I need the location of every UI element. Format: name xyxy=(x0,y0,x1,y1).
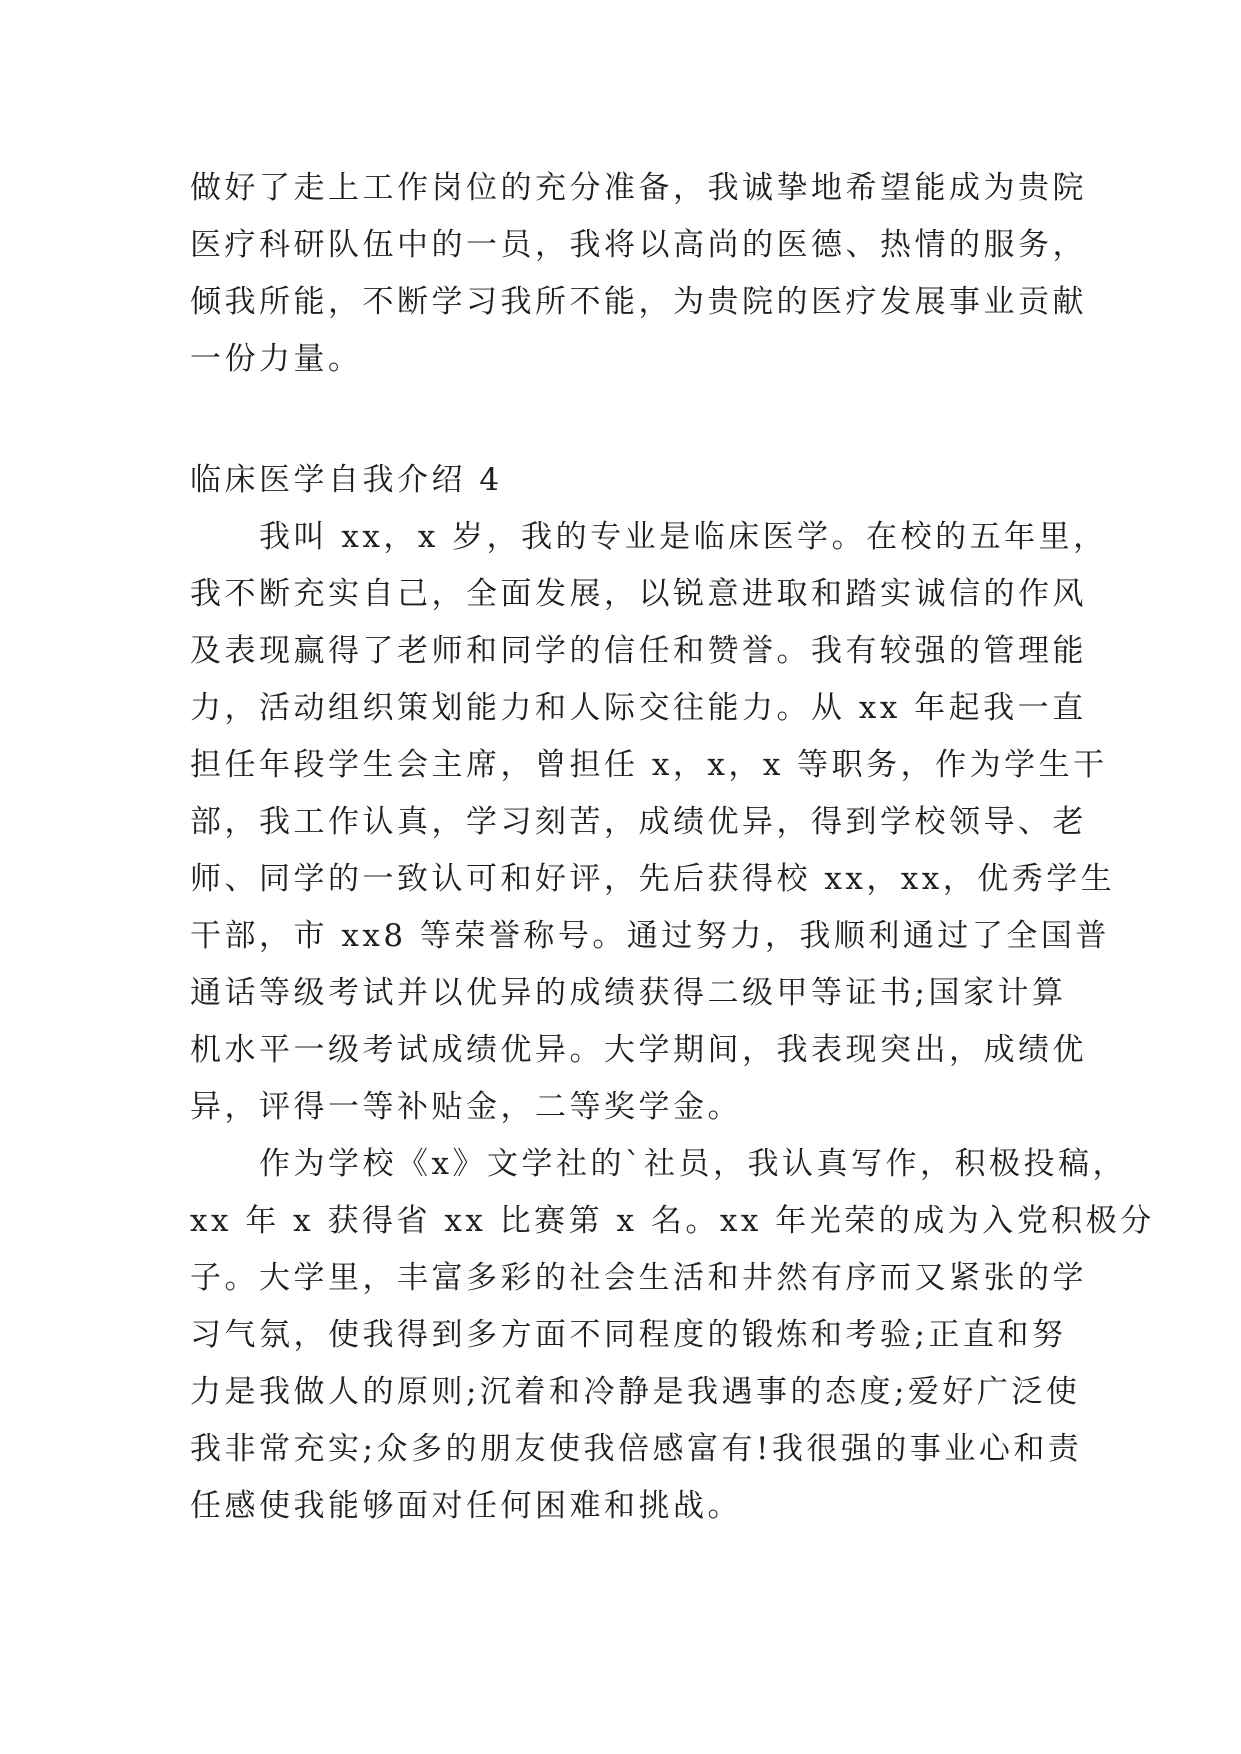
text-line: 通话等级考试并以优异的成绩获得二级甲等证书;国家计算 xyxy=(190,975,1067,1011)
text-line: 力是我做人的原则;沉着和冷静是我遇事的态度;爱好广泛使 xyxy=(190,1374,1081,1410)
intro-paragraph xyxy=(190,160,1087,388)
document-body xyxy=(190,160,1155,1535)
text-line: 师、同学的一致认可和好评，先后获得校 xx，xx，优秀学生 xyxy=(190,861,1116,897)
paragraph-1 xyxy=(190,509,1116,1136)
text-line: 作为学校《x》文学社的`社员，我认真写作，积极投稿， xyxy=(190,1146,1127,1182)
text-line: 倾我所能，不断学习我所不能，为贵院的医疗发展事业贡献 xyxy=(190,284,1087,320)
text-line: 我非常充实;众多的朋友使我倍感富有!我很强的事业心和责 xyxy=(190,1431,1083,1467)
text-line: 及表现赢得了老师和同学的信任和赞誉。我有较强的管理能 xyxy=(190,633,1087,669)
text-line: 一份力量。 xyxy=(190,341,363,377)
text-line: 担任年段学生会主席，曾担任 x，x，x 等职务，作为学生干 xyxy=(190,747,1108,783)
text-line: 我叫 xx，x 岁，我的专业是临床医学。在校的五年里， xyxy=(190,519,1108,555)
text-line: 任感使我能够面对任何困难和挑战。 xyxy=(190,1488,742,1524)
text-line: 做好了走上工作岗位的充分准备，我诚挚地希望能成为贵院 xyxy=(190,170,1087,206)
paragraph-2 xyxy=(190,1136,1155,1535)
section-title: 临床医学自我介绍 4 xyxy=(190,462,503,498)
text-line: 异，评得一等补贴金，二等奖学金。 xyxy=(190,1089,742,1125)
text-line: 力，活动组织策划能力和人际交往能力。从 xx 年起我一直 xyxy=(190,690,1087,726)
text-line: 医疗科研队伍中的一员，我将以高尚的医德、热情的服务， xyxy=(190,227,1087,263)
text-line: 习气氛，使我得到多方面不同程度的锻炼和考验;正直和努 xyxy=(190,1317,1067,1353)
text-line: 我不断充实自己，全面发展，以锐意进取和踏实诚信的作风 xyxy=(190,576,1087,612)
text-line: 部，我工作认真，学习刻苦，成绩优异，得到学校领导、老 xyxy=(190,804,1087,840)
text-line: xx 年 x 获得省 xx 比赛第 x 名。xx 年光荣的成为入党积极分 xyxy=(190,1203,1155,1239)
text-line: 子。大学里，丰富多彩的社会生活和井然有序而又紧张的学 xyxy=(190,1260,1087,1296)
text-line: 干部，市 xx8 等荣誉称号。通过努力，我顺利通过了全国普 xyxy=(190,918,1110,954)
text-line: 机水平一级考试成绩优异。大学期间，我表现突出，成绩优 xyxy=(190,1032,1087,1068)
